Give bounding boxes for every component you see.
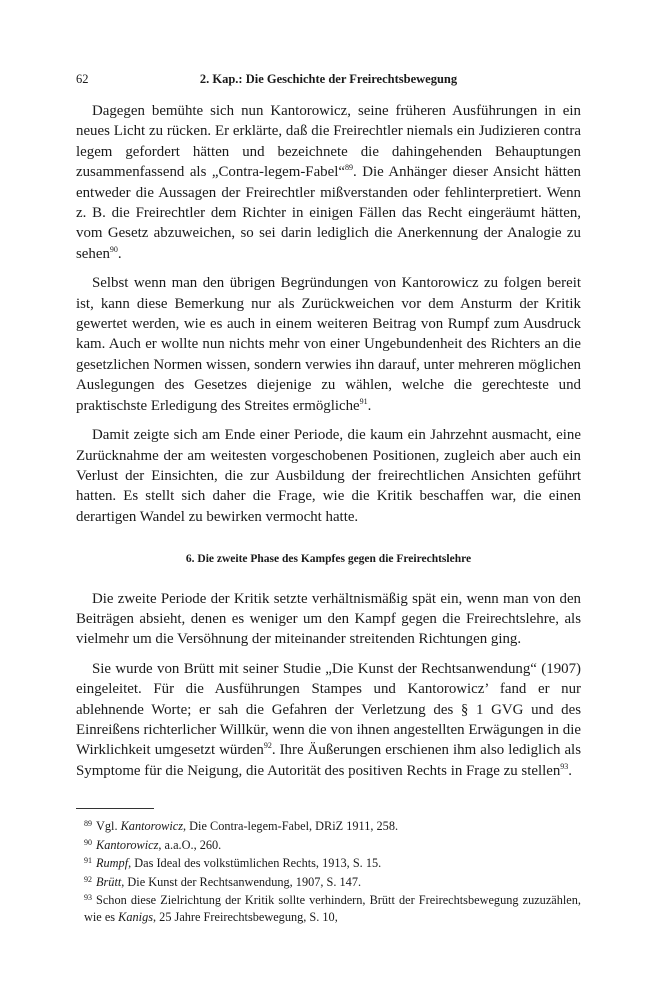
footnote-text: Schon diese Zielrichtung der Kritik sollte verhindern, Brütt der Freirechtsbewegung zuzuzählen, wie es [84, 893, 581, 924]
running-title: 2. Kap.: Die Geschichte der Freirechtsbewegung [199, 72, 458, 86]
footnote [76, 816, 581, 835]
footnote-text: , 25 Jahre Freirechtsbewegung, S. 10, [153, 909, 338, 924]
paragraph [76, 101, 581, 264]
footnote-author: Kantorowicz [120, 819, 184, 833]
paragraph-text: . [117, 245, 122, 262]
body-part-2 [76, 589, 581, 782]
paragraph-text: . [367, 397, 372, 414]
footnote-ref: 92 [263, 741, 272, 751]
footnote-text: , Die Contra-legem-Fabel, DRiZ 1911, 258. [183, 819, 399, 833]
paragraph [76, 659, 581, 781]
footnote-number: 92 [84, 874, 92, 884]
footnote-text: , Das Ideal des volkstümlichen Rechts, 1913, S. 15. [128, 856, 382, 871]
footnotes [76, 816, 581, 926]
footnote-number: 93 [84, 893, 92, 903]
footnote-ref: 93 [560, 761, 569, 771]
footnote [76, 835, 581, 854]
footnote [76, 872, 581, 891]
footnote-ref: 90 [109, 244, 118, 254]
paragraph-text: . Die Anhänger dieser Ansicht hätten entweder die Aussagen der Freirechtler mißverstanden oder fehlinterpretiert. Wenn z. B. die Freirechtler dem Richter in einigen Fällen das Recht eingeräumt hätten, vom Gesetz abzuweichen, so sei darin lediglich die Anerkennung der Analogie zu sehen [76, 164, 582, 262]
page-number: 62 [76, 72, 89, 86]
footnote-ref: 89 [345, 163, 353, 173]
footnote-author: Brütt [96, 874, 122, 889]
footnote-author: Rumpf [96, 856, 129, 871]
footnote-text: Vgl. [96, 819, 121, 833]
body-text [76, 101, 581, 790]
paragraph [76, 273, 581, 416]
paragraph [76, 425, 581, 527]
paragraph-text: Sie wurde von Brütt mit seiner Studie „Die Kunst der Rechtsanwendung“ (1907) eingeleitet. Für die Ausführungen Stampes und Kantorowicz’ fand er nur ablehnende Worte; er sah die Gefahren der Verletzung des § 1 GVG und des Einreißens richterlicher Willkür, wenn die von ihnen angestellten Erwägungen in die Wirklichkeit umgesetzt würden [76, 660, 581, 759]
paragraph-text: Damit zeigte sich am Ende einer Periode, die kaum ein Jahrzehnt ausmacht, eine Zurücknahme der am weitesten vorgeschobenen Positionen, zugleich aber auch ein Verlust der Einsichten, die zur Ausbildung der freirechtlichen Ansichten geführt hatten. Es stellt sich daher die Frage, wie die Kritik beschaffen war, die einen derartigen Wandel zu bewirken vermocht hatte. [76, 427, 581, 525]
paragraph-text: . [568, 762, 573, 779]
footnote-author: Kantorowicz [96, 837, 159, 852]
footnote-ref: 91 [359, 396, 368, 406]
footnote-rule [76, 808, 154, 809]
footnote-number: 89 [84, 819, 92, 828]
footnote [76, 890, 581, 925]
footnote [76, 853, 581, 872]
paragraph-text: . Ihre Äußerungen erschienen ihm also lediglich als Symptome für die Neigung, die Autorität des positiven Rechts in Frage zu stellen [76, 742, 581, 779]
footnote-author: Kanigs [118, 909, 154, 924]
paragraph-text: Die zweite Periode der Kritik setzte verhältnismäßig spät ein, wenn man von den Beiträgen absieht, denen es weniger um den Kampf gegen die Freirechtslehre, als vielmehr um die Versöhnung der miteinander streitenden Richtungen ging. [76, 590, 581, 648]
section-heading: 6. Die zweite Phase des Kampfes gegen die Freirechtslehre [185, 553, 472, 566]
footnote-text: , Die Kunst der Rechtsanwendung, 1907, S. 147. [121, 874, 362, 889]
paragraph-text: Dagegen bemühte sich nun Kantorowicz, seine früheren Ausführungen in ein neues Licht zu rücken. Er erklärte, daß die Freirechtler niemals ein Judizieren contra legem gefordert hätten und bezeichnete die dahingehenden Behauptungen zusammenfassend als „Contra-legem-Fabel“ [76, 103, 581, 181]
footnote-text: , a.a.O., 260. [158, 837, 222, 852]
paragraph-text: Selbst wenn man den übrigen Begründungen von Kantorowicz zu folgen bereit ist, kann diese Bemerkung nur als Zurückweichen vor dem Ansturm der Kritik gewertet werden, wie es auch in einem weiteren Beitrag von Rumpf zum Ausdruck kam. Auch er wollte nun nichts mehr von einer Ungebundenheit des Richters an die gesetzlichen Normen wissen, sondern verwies ihn darauf, unter mehreren möglichen Auslegungen des Gesetzes diejenige zu wählen, welche die gerechteste und praktischste Erledigung des Streites ermögliche [76, 275, 581, 414]
paragraph [76, 589, 581, 650]
body-part-1 [76, 101, 581, 527]
page-header [76, 72, 581, 90]
footnote-number: 90 [84, 837, 92, 847]
footnote-number: 91 [84, 856, 92, 866]
